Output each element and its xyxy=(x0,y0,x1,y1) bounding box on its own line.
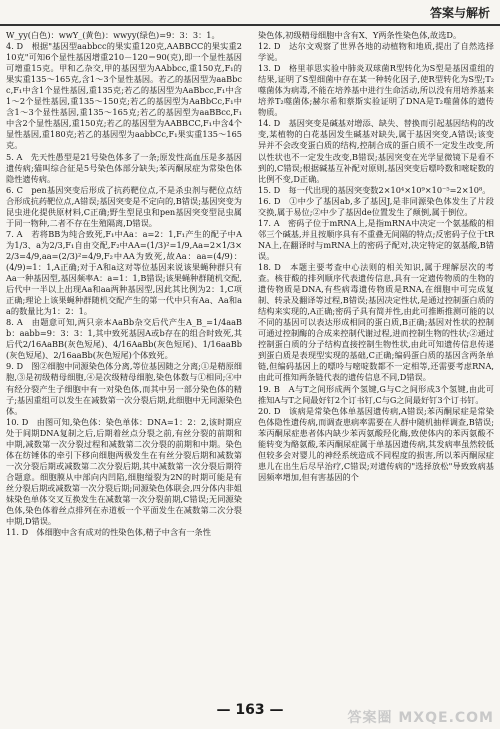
paragraph: 20. D 该病是常染色体单基因遗传病,A错误;苯丙酮尿症是常染色体隐性遗传病,而调查患病率需要在人群中随机抽样调查,B错误;苯丙酮尿症患者体内缺少苯丙氨酸羟化酶,致使体内的苯丙氨酸不能转变为酪氨酸,苯丙酮尿症属于单基因遗传病,其发病率虽然较低但较多会对婴儿的神经系统造成不同程度的损害,所以苯丙酮尿症患儿在出生后尽早治疗,C错误;对遗传病的"选择放松"导致致病基因频率增加,但有害基因的个 xyxy=(258,405,494,482)
page-number: — 163 — xyxy=(216,702,284,718)
page-header xyxy=(300,4,500,22)
paragraph: 6. C pen基因突变后形成了抗药靶位点,不是杀虫剂与靶位点结合形成抗药靶位点,A错误;基因突变是不定向的,B错误;基因突变为昆虫进化提供原材料,C正确;野生型昆虫和pen基因突变型昆虫属于同一物种,二者不存在生殖隔离,D错误。 xyxy=(6,184,242,228)
paragraph: 8. A 由题意可知,两只亲本AaBb杂交后代产生A_B_=1/4aaBb：aabb=9：3：3：1,其中致死基因A或b存在的组合时致死,其后代2/16AaBB(灰色短尾)、4/16AaBb(灰色短尾)、1/16aaBb(灰色短尾)、2/16aaBb(灰色短尾)个体致死。 xyxy=(6,317,242,361)
paragraph: 9. D 图②细胞中同源染色体分离,等位基因随之分离;①是精原细胞,③是初级精母细胞,④是次级精母细胞,染色体数与①相同;④中有经分裂产生子细胞中有一对染色体,而其中另一部分染色体的精子;基因重组可以发生在减数第一次分裂后期,此细胞中无同源染色体。 xyxy=(6,361,242,416)
paragraph: 染色体,初级精母细胞中含有X、Y两条性染色体,故选D。 xyxy=(258,30,462,40)
paragraph: 12. D 达尔文观察了世界各地的动植物和地质,提出了自然选择学说。 xyxy=(258,41,494,63)
right-column xyxy=(258,30,494,483)
paragraph: 15. D 每一代出现的基因突变数2×10⁴×10⁹×10⁻⁵=2×10⁸。 xyxy=(258,184,491,195)
paragraph: 16. D ①中少了基因ab,多了基因J,是非同源染色体发生了片段交换,属于易位;②中少了基因de位置发生了颠倒,属于倒位。 xyxy=(258,195,494,217)
paragraph: 18. D 本题主要考查中心法则的相关知识,属于理解层次的考查。核苷酸的排列顺序代表遗传信息,具有一定遗传物质的生物的遗传物质是DNA,有些病毒遗传物质是RNA,在细胞中可完成复制、转录及翻译等过程,B错误;基因决定性状,是通过控制蛋白质的结构来实现的,A正确;密码子具有简并性,由此可推断推测可能的以不同的基因可以表达形成相同的蛋白质,B正确;基因对性状的控制可通过控制酶的合成来控制代谢过程,进而控制生物的性状;②通过控制蛋白质的分子结构直接控制生物性状,由此可知遗传信息传递到蛋白质是表现型实现的基础,C正确;编码蛋白质的基因含两条单链,但编码基因上的嘌呤与嘧啶数都不一定相等,还需要考虑RNA,由此可推知两条链代表的遗传信息不同,D错误。 xyxy=(258,261,494,383)
paragraph: 14. D 基因突变是碱基对增添、缺失、替换而引起基因结构的改变,某植物的白花基因发生碱基对缺失,属于基因突变,A错误;该变异并不会改变蛋白质的结构,控制合成的蛋白质不一定发生改变,所以性状也不一定发生改变,B错误;基因突变在光学显微镜下是看不到的,C错误;根据碱基互补配对原则,基因突变后嘌呤数和嘧啶数的比例不变,D正确。 xyxy=(258,118,494,184)
left-column xyxy=(6,30,242,538)
watermark-logo: 答案圈 MXQE.COM xyxy=(347,710,494,726)
paragraph: 10. D 由图可知,染色体：染色单体：DNA=1：2：2,该时期应处于间期DNA复制之后,后期着丝点分裂之前,有丝分裂的前期和中期,减数第一次分裂过程和减数第二次分裂的前期和中期。染色体在纺锤体的牵引下移向细胞两极发生在有丝分裂后期和减数第一次分裂后期或减数第二次分裂后期,其中减数第一次分裂后期符合题意。细胞膜从中部向内凹陷,细胞缢裂为2N的时期可能是有丝分裂后期或减数第一次分裂后期;同源染色体联会,四分体内非姐妹染色单体交叉互换发生在减数第一次分裂前期,C错误;无同源染色体,染色体着丝点排列在赤道板一个平面发生在减数第二次分裂中期,D错误。 xyxy=(6,416,242,527)
header-title: 答案与解析 xyxy=(429,6,490,20)
paragraph: 17. A 密码子位于mRNA上,是指mRNA中决定一个氨基酸的相邻三个碱基,并且按顺序具有不重叠无间隔的特点;反密码子位于tRNA上,在翻译时与mRNA上的密码子配对,决定特定的氨基酸,B错误。 xyxy=(258,217,494,261)
paragraph: 5. A 先天性愚型是21号染色体多了一条;原发性高血压是多基因遗传病;猫叫综合征是5号染色体部分缺失;苯丙酮尿症为常染色体隐性遗传病。 xyxy=(6,151,242,184)
header-rule xyxy=(0,24,500,26)
paragraph: 4. D 根据"基因型aabbcc的果实重120克,AABBCC的果实重210克"可知6个显性基因增重210－120＝90(克),即一个显性基因可增重15克。甲和乙杂交,甲的基因型为AAbbcc,重150克,F₁的果实重135～165克,含1～3个显性基因。若乙的基因型为aaBbcc,F₁中含1个显性基因,重135克;若乙的基因型为AaBbcc,F₁中含1～2个显性基因,重135～150克;若乙的基因型为AaBbCc,F₁中含1～3个显性基因,重135～165克;若乙的基因型为aaBBcc,F₁中含2个显性基因,重150克;若乙的基因型为AABBCC,F₁中含4个显性基因,重180克;若乙的基因型为aabbCc,F₁果实重135～165克。 xyxy=(6,41,242,151)
paragraph: 7. A 若将BB为纯合致死,F₁中Aa：a=2：1,F₁产生的配子中A为1/3、a为2/3,F₁自由交配,F₂中AA=(1/3)²=1/9,Aa=2×1/3×2/3=4/9,aa=(2/3)²=4/9,F₂中AA为致死,故Aa：aa=(4/9)：(4/9)=1：1,A正确;对于A和a这对等位基因来说该果蝇种群只有Aa一种基因型,基因频率A：a=1：1,B错误;该果蝇种群随机交配,后代中一半以上出现Aa和aa两种基因型,因此其比例为2：1,C项正确;理论上该果蝇种群随机交配产生的第一代中只有Aa、Aa和aa的数量比为1：2：1。 xyxy=(6,228,242,317)
paragraph: 11. D 体细胞中含有成对的性染色体,精子中含有一条性 xyxy=(6,527,211,538)
paragraph: 19. B A与T之间形成两个氢键,G与C之间形成3个氢键,由此可推知A与T之间最好钉2个订书钉,C与G之间最好钉3个订书钉。 xyxy=(258,383,494,405)
paragraph: 13. D 格里菲思实验中肺炎双球菌R型转化为S型是基因重组的结果,证明了S型细菌中存在某一种转化因子,使R型转化为S型;T₂噬菌体为病毒,不能在培养基中进行生命活动,所以没有用培养基来培养T₂噬菌体;赫尔希和蔡斯实验证明了DNA是T₂噬菌体的遗传物质。 xyxy=(258,63,494,118)
paragraph: W_yy(白色)：wwY_(黄色)：wwyy(绿色)=9：3：3：1。 xyxy=(6,30,220,40)
